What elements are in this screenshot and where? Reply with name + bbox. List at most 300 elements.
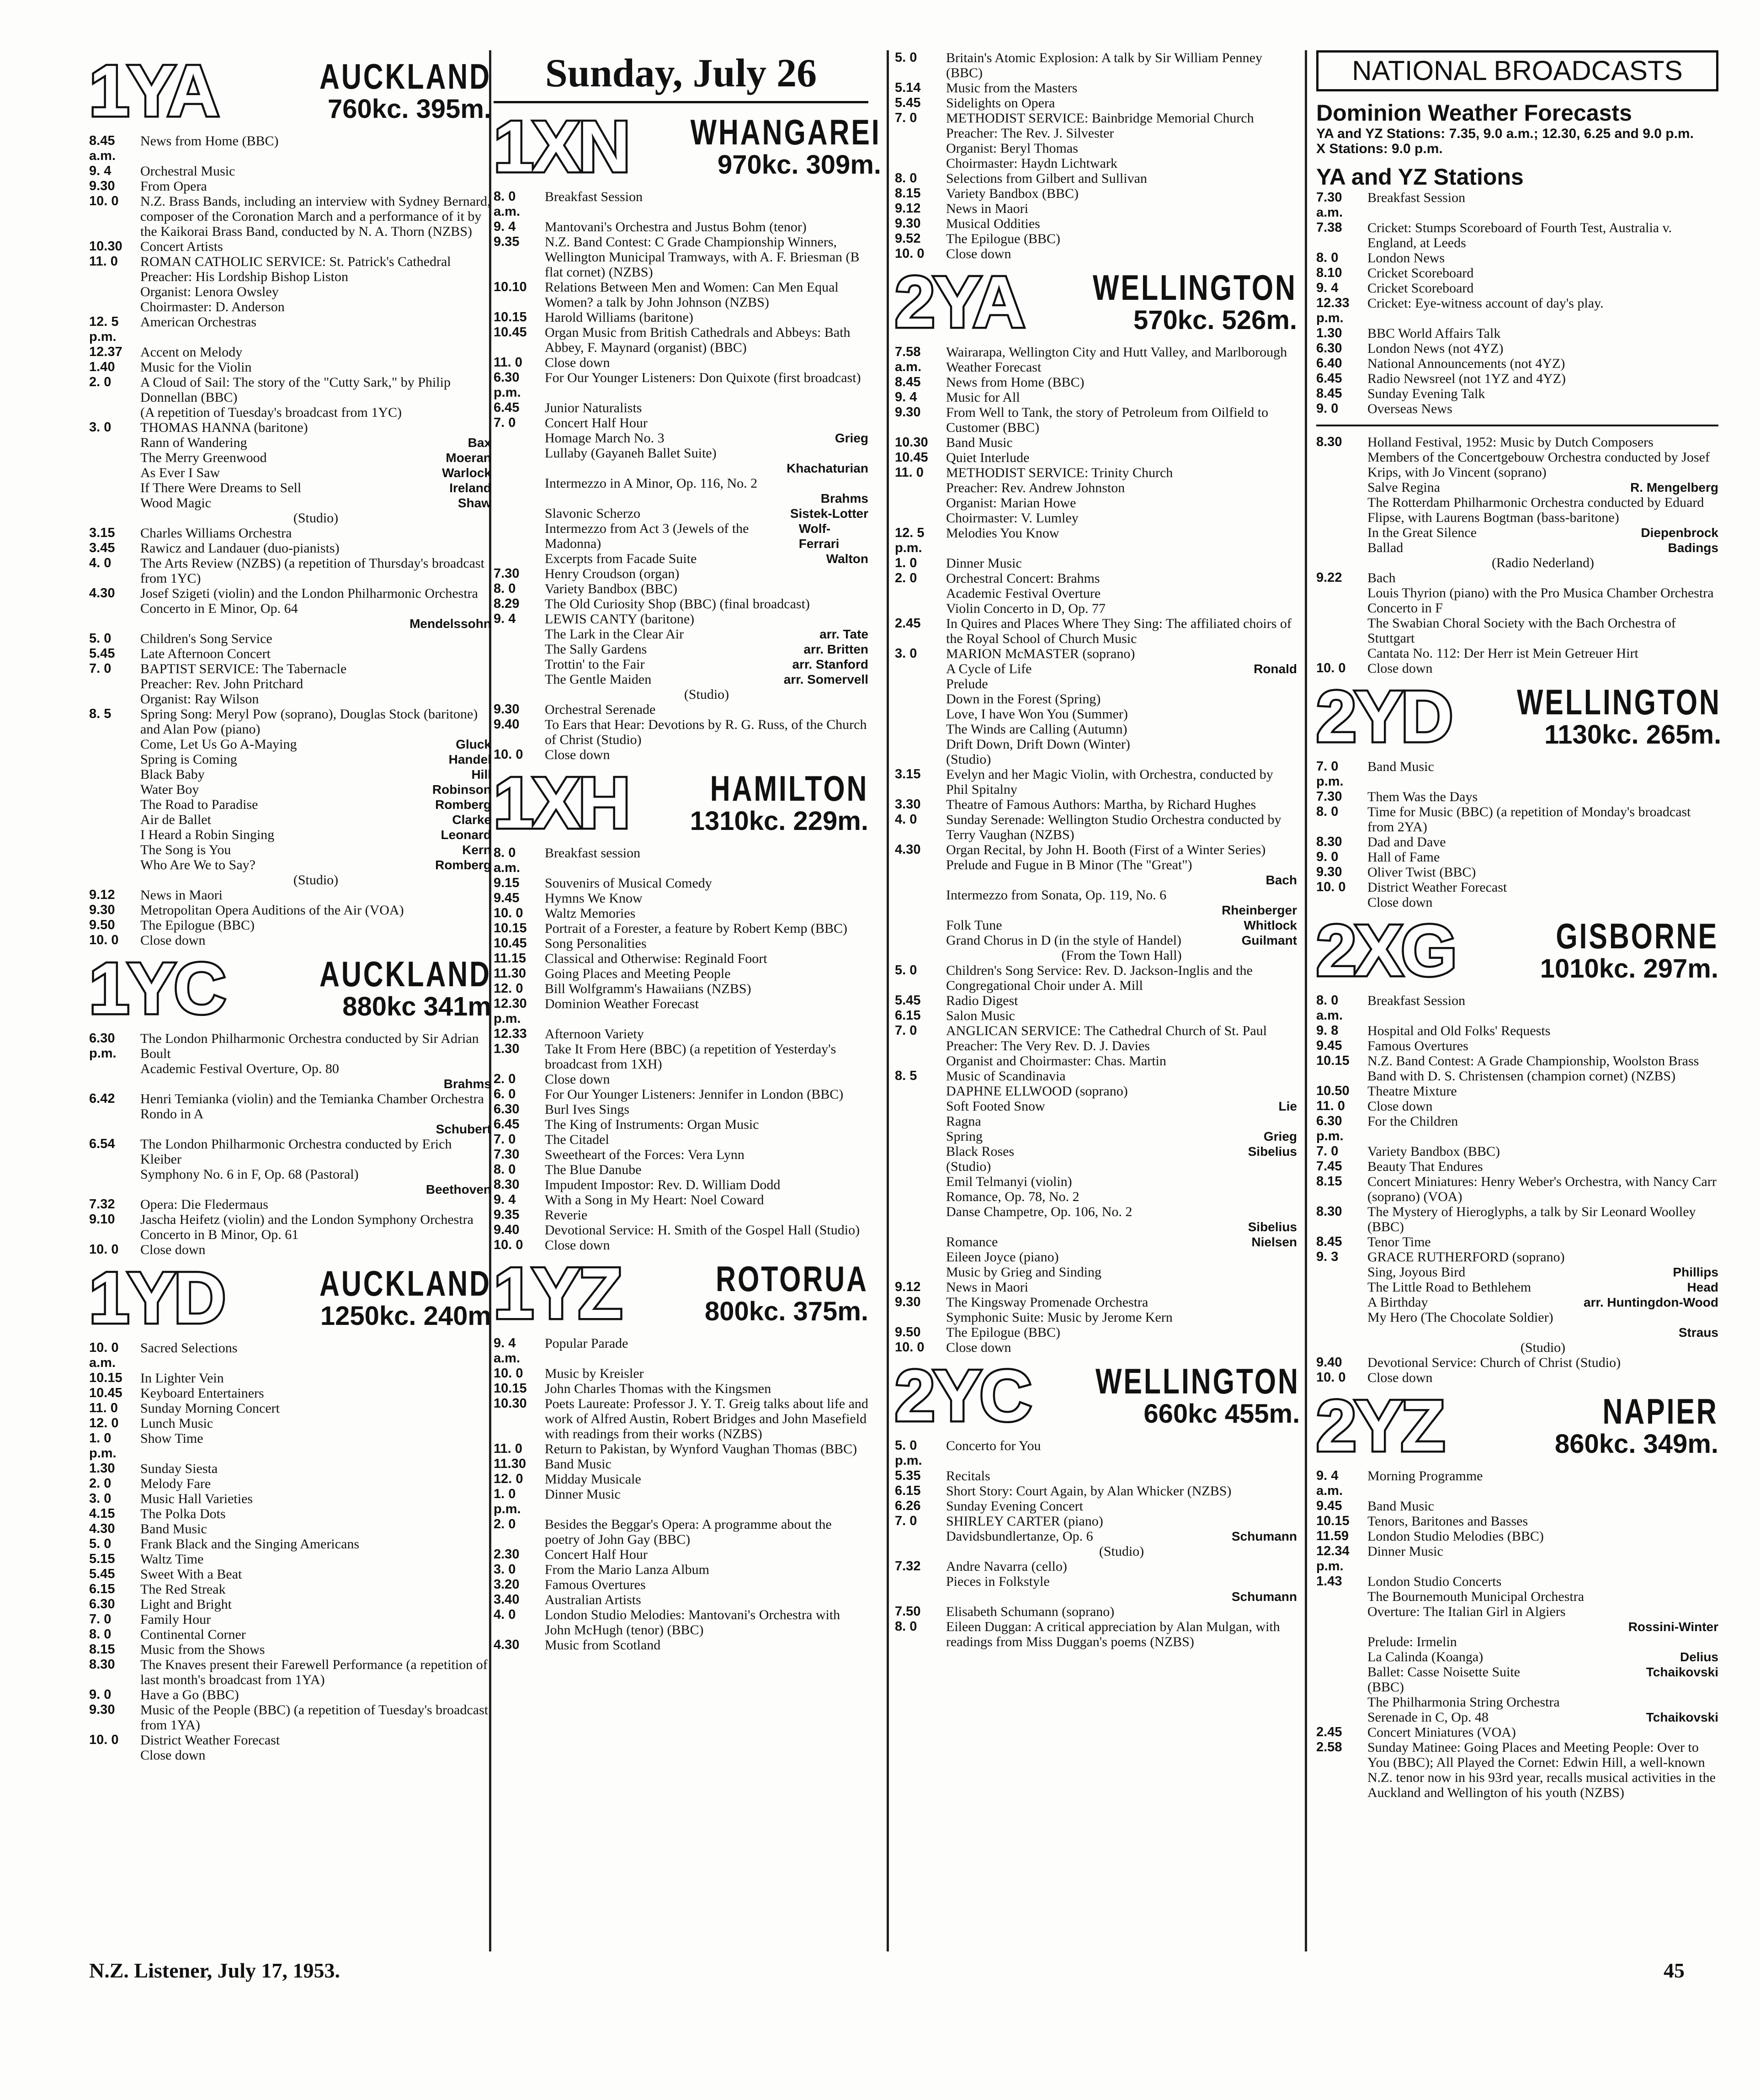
programme-title: Organ Music from British Cathedrals and Abbeys: Bath Abbey, F. Maynard (organist) (BBC)	[545, 325, 851, 355]
programme-item	[494, 476, 868, 491]
programme-title: The Epilogue (BBC)	[946, 1325, 1060, 1340]
programme-time: 3.30	[895, 797, 921, 812]
programme-entry	[1316, 1249, 1718, 1265]
item-title: The Road to Paradise	[140, 797, 258, 812]
programme-entry	[494, 702, 868, 717]
programme-time: 10.30	[895, 435, 928, 450]
programme-time: 6.30 p.m.	[1316, 1114, 1344, 1143]
programme-title: N.Z. Brass Bands, including an interview with Sydney Bernard, composer of the Coronation March and a performance of it by the Kaikorai Brass Band, conducted by N. A. Thorn (NZBS)	[140, 194, 491, 239]
programme-title: Lunch Music	[140, 1416, 213, 1431]
programme-item	[89, 812, 491, 827]
programme-title: Have a Go (BBC)	[140, 1687, 239, 1702]
programme-time: 11.15	[494, 951, 526, 966]
programme-entry	[494, 1238, 868, 1253]
programme-entry	[494, 1396, 868, 1441]
programme-title: Souvenirs of Musical Comedy	[545, 876, 712, 891]
programme-entry	[494, 581, 868, 596]
programme-time: 6.30 p.m.	[494, 370, 521, 400]
programme-entry	[494, 1441, 868, 1457]
programme-item	[89, 450, 491, 465]
programme-item	[895, 872, 1297, 888]
item-composer: Brahms	[443, 1077, 491, 1091]
programme-time: 9.35	[494, 1207, 520, 1222]
programme-item	[895, 661, 1297, 676]
column-rule	[887, 50, 889, 1951]
programme-time: 11. 0	[89, 254, 118, 269]
programme-title: Poets Laureate: Professor J. Y. T. Greig talks about life and work of Alfred Austin, Robert Bridges and John Masefield with readings from their works (NZBS)	[545, 1396, 868, 1441]
item-composer: Nielsen	[1251, 1235, 1297, 1249]
item-title: Homage March No. 3	[545, 431, 665, 446]
column-3	[895, 50, 1300, 1649]
programme-entry	[895, 616, 1297, 646]
programme-title: Close down	[1367, 1099, 1433, 1114]
programme-title: Waltz Time	[140, 1552, 204, 1567]
programme-entry	[494, 1487, 868, 1517]
programme-entry	[494, 400, 868, 415]
programme-entry	[494, 1637, 868, 1653]
programme-time: 11. 0	[494, 1441, 522, 1456]
programme-note: Eileen Joyce (piano) Music by Grieg and Sinding	[946, 1249, 1101, 1280]
programme-title: Music from the Masters	[946, 80, 1078, 96]
programme-title: Portrait of a Forester, a feature by Robert Kemp (BBC)	[545, 921, 847, 936]
programme-title: Band Music	[140, 1521, 207, 1536]
programme-time: 9.35	[494, 234, 520, 249]
item-composer: Romberg	[435, 797, 491, 812]
programme-entry	[1316, 326, 1718, 341]
item-composer: Walton	[826, 552, 868, 566]
programme-time: 12.33	[494, 1026, 527, 1041]
item-composer: Phillips	[1673, 1265, 1718, 1279]
item-title: The Song is You	[140, 842, 231, 857]
programme-time: 7.45	[1316, 1159, 1342, 1174]
programme-title: Junior Naturalists	[545, 400, 642, 415]
item-title: Spring	[946, 1129, 983, 1144]
item-composer: Ireland	[449, 481, 491, 495]
item-composer: Beethoven	[425, 1182, 491, 1196]
programme-title: The Mystery of Hieroglyphs, a talk by Sir Leonard Woolley (BBC)	[1367, 1204, 1696, 1234]
programme-time: 8.45	[1316, 386, 1342, 401]
programme-entry	[895, 1604, 1297, 1619]
programme-time: 2.45	[895, 616, 921, 631]
programme-time: 5. 0	[89, 1536, 112, 1551]
programme-entry	[895, 1438, 1297, 1468]
station-info	[1032, 269, 1297, 335]
programme-title: Concert Artists	[140, 239, 223, 254]
programme-time: 8.30	[1316, 435, 1342, 449]
programme-time: 7. 0	[89, 661, 112, 676]
programme-title: Variety Bandbox (BBC)	[545, 581, 677, 596]
programme-title: Close down	[545, 1072, 610, 1087]
programme-title: Henry Croudson (organ)	[545, 566, 680, 581]
programme-time: 2. 0	[89, 375, 112, 389]
programme-title: The Epilogue (BBC)	[140, 918, 255, 933]
programme-entry	[895, 171, 1297, 186]
programme-time: 3.20	[494, 1577, 520, 1592]
item-composer: Rheinberger	[1222, 903, 1297, 917]
programme-entry	[895, 1295, 1297, 1325]
programme-title: Cricket Scoreboard	[1367, 281, 1474, 296]
programme-time: 9.30	[895, 216, 921, 231]
programme-item	[895, 857, 1297, 872]
programme-title: American Orchestras	[140, 314, 257, 330]
programme-entry	[494, 1177, 868, 1192]
programme-time: 2. 0	[89, 1476, 112, 1491]
item-title: The Sally Gardens	[545, 642, 647, 657]
programme-time: 12.37	[89, 345, 122, 359]
programme-title: Sunday Morning Concert	[140, 1401, 280, 1416]
programme-time: 11. 0	[895, 465, 924, 480]
programme-time: 6.45	[494, 1117, 520, 1132]
programme-title: Theatre Mixture	[1367, 1084, 1457, 1099]
programme-entry	[89, 707, 491, 737]
programme-time: 6.42	[89, 1091, 115, 1106]
item-title: Ballad	[1367, 540, 1404, 555]
programme-entry	[1316, 1725, 1718, 1740]
page-number: 45	[1664, 1959, 1685, 1982]
item-composer: Bach	[1265, 873, 1297, 887]
item-title: Ballet: Casse Noisette Suite	[1367, 1664, 1521, 1680]
programme-time: 9.30	[895, 1295, 921, 1309]
programme-entry	[1316, 1038, 1718, 1053]
station-info	[637, 770, 868, 836]
programme-title: Breakfast session	[545, 845, 641, 861]
programme-time: 8.45	[895, 375, 921, 389]
item-title: Davidsbundlertanze, Op. 6	[946, 1529, 1093, 1544]
programme-time: 6.26	[895, 1499, 921, 1513]
programme-item	[1316, 1295, 1718, 1310]
programme-time: 9.50	[89, 918, 115, 932]
programme-time: 7. 0	[895, 1023, 917, 1038]
programme-title: Late Afternoon Concert	[140, 646, 271, 661]
programme-time: 12.30 p.m.	[494, 996, 527, 1026]
programme-entry	[494, 906, 868, 921]
programme-entry	[89, 1242, 491, 1257]
station-name: WHANGAREI	[690, 112, 881, 152]
programme-entry	[1316, 356, 1718, 371]
programme-time: 10. 0	[1316, 880, 1346, 894]
programme-time: 3. 0	[89, 1491, 112, 1506]
programme-time: 12. 0	[494, 1472, 523, 1486]
programme-title: Theatre of Famous Authors: Martha, by Richard Hughes	[946, 797, 1256, 812]
programme-entry	[895, 646, 1297, 661]
programme-title: METHODIST SERVICE: Bainbridge Memorial Church Preacher: The Rev. J. Silvester Organist: Beryl Thomas Choirmaster: Haydn Lichtwark	[946, 111, 1254, 171]
programme-entry	[89, 918, 491, 933]
programme-entry	[494, 1102, 868, 1117]
programme-entry	[895, 345, 1297, 375]
programme-item	[1316, 1265, 1718, 1280]
item-composer: arr. Britten	[803, 642, 868, 656]
item-composer: Grieg	[835, 431, 868, 445]
programme-time: 10.15	[494, 1381, 527, 1396]
programme-title: The Old Curiosity Shop (BBC) (final broadcast)	[545, 596, 810, 611]
item-composer: Robinson	[432, 782, 491, 797]
programme-entry	[895, 842, 1297, 857]
programme-entry	[89, 314, 491, 345]
programme-entry	[89, 631, 491, 646]
programme-entry	[494, 566, 868, 581]
programme-title: The London Philharmonic Orchestra conducted by Sir Adrian Boult Academic Festival Overture, Op. 80	[140, 1031, 479, 1076]
programme-entry	[895, 96, 1297, 111]
programme-entry	[89, 1687, 491, 1702]
programme-entry	[1316, 1084, 1718, 1099]
programme-entry	[494, 1562, 868, 1577]
programme-item	[895, 1529, 1297, 1544]
programme-title: Famous Overtures	[1367, 1038, 1468, 1053]
programme-time: 9.30	[895, 405, 921, 420]
item-composer: Khachaturian	[787, 461, 868, 475]
item-title: Prelude and Fugue in B Minor (The "Great")	[946, 857, 1192, 872]
programme-time: 5.15	[89, 1552, 115, 1566]
programme-time: 12. 0	[494, 981, 523, 996]
station-info	[629, 1260, 868, 1326]
programme-time: 7. 0	[895, 111, 917, 125]
programme-entry	[895, 405, 1297, 435]
programme-title: For Our Younger Listeners: Don Quixote (first broadcast)	[545, 370, 861, 385]
programme-time: 11. 0	[1316, 1099, 1345, 1113]
item-composer: Straus	[1678, 1325, 1718, 1340]
item-title: A Cycle of Life	[946, 661, 1032, 676]
programme-title: Close down	[1367, 1370, 1433, 1385]
station-frequency: 570kc. 526m.	[1133, 305, 1297, 335]
programme-title: Dinner Music	[946, 556, 1022, 571]
programme-time: 7.30	[494, 566, 520, 581]
programme-entry	[1316, 865, 1718, 880]
programme-time: 8. 0	[1316, 250, 1339, 265]
programme-time: 10. 0	[895, 1340, 925, 1355]
programme-time: 9. 3	[1316, 1249, 1339, 1264]
programme-title: Tenors, Baritones and Basses	[1367, 1514, 1528, 1529]
programme-note: (Studio)	[293, 872, 339, 888]
item-composer: Kern	[462, 843, 491, 857]
programme-time: 10.30	[494, 1396, 527, 1411]
programme-title: The King of Instruments: Organ Music	[545, 1117, 759, 1132]
programme-title: Sidelights on Opera	[946, 96, 1055, 111]
programme-item	[494, 551, 868, 566]
programme-title: Australian Artists	[545, 1592, 641, 1607]
programme-title: METHODIST SERVICE: Trinity Church Preacher: Rev. Andrew Johnston Organist: Marian Howe Choirmaster: V. Lumley	[946, 465, 1173, 526]
programme-title: N.Z. Band Contest: C Grade Championship Winners, Wellington Municipal Tramways, with A. F. Briesman (B flat cornet) (NZBS)	[545, 234, 860, 280]
programme-title: Orchestral Music	[140, 164, 235, 179]
programme-title: District Weather Forecast Close down	[140, 1733, 280, 1763]
item-composer: Schumann	[1231, 1529, 1297, 1543]
composer-credit	[89, 1076, 491, 1091]
programme-title: Cricket Scoreboard	[1367, 266, 1474, 281]
programme-entry	[895, 1514, 1297, 1529]
programme-entry	[89, 1491, 491, 1506]
programme-title: For Our Younger Listeners: Jennifer in London (BBC)	[545, 1087, 844, 1102]
programme-title: Close down	[1367, 661, 1433, 676]
composer-credit	[895, 1589, 1297, 1604]
programme-item	[1316, 1325, 1718, 1340]
programme-item	[89, 435, 491, 450]
programme-title: The Arts Review (NZBS) (a repetition of Thursday's broadcast from 1YC)	[140, 556, 485, 586]
programme-title: The Citadel	[545, 1132, 609, 1147]
programme-item	[895, 918, 1297, 933]
programme-time: 9.45	[494, 891, 520, 905]
programme-entry	[895, 797, 1297, 812]
programme-entry	[895, 767, 1297, 797]
station-header	[494, 106, 881, 187]
item-title: In the Great Silence	[1367, 525, 1477, 540]
programme-entry	[1316, 1499, 1718, 1514]
programme-title: ROMAN CATHOLIC SERVICE: St. Patrick's Cathedral Preacher: His Lordship Bishop Liston Organist: Lenora Owsley Choirmaster: D. Anderson	[140, 254, 451, 314]
programme-entry	[1316, 435, 1718, 480]
item-title: As Ever I Saw	[140, 465, 220, 480]
programme-title: Music of the People (BBC) (a repetition of Tuesday's broadcast from 1YA)	[140, 1702, 489, 1733]
item-composer: Tchaikovski	[1646, 1710, 1718, 1724]
national-broadcasts-heading: NATIONAL BROADCASTS	[1316, 50, 1718, 91]
item-composer: Hill	[471, 767, 491, 782]
programme-time: 11.59	[1316, 1529, 1349, 1543]
programme-title: Sacred Selections	[140, 1340, 238, 1356]
programme-title: Hymns We Know	[545, 891, 643, 906]
programme-title: News from Home (BBC)	[140, 133, 279, 149]
programme-time: 8. 0	[1316, 804, 1339, 819]
programme-entry	[895, 1340, 1297, 1355]
item-composer: Clarke	[452, 813, 491, 827]
programme-title: Spring Song: Meryl Pow (soprano), Douglas Stock (baritone) and Alan Pow (piano)	[140, 707, 478, 737]
station-frequency: 1010kc. 297m.	[1540, 954, 1718, 984]
programme-note: The Rotterdam Philharmonic Orchestra conducted by Eduard Flipse, with Laurens Bogtman (bass-baritone)	[1367, 495, 1704, 525]
station-name: GISBORNE	[1556, 916, 1718, 956]
programme-time: 8. 0	[494, 581, 516, 596]
item-title: Folk Tune	[946, 918, 1002, 933]
programme-item	[1316, 1649, 1718, 1664]
programme-title: Sweetheart of the Forces: Vera Lynn	[545, 1147, 744, 1162]
programme-title: Quiet Interlude	[946, 450, 1030, 465]
programme-entry	[89, 1702, 491, 1733]
programme-entry	[89, 1031, 491, 1076]
programme-time: 9.52	[895, 231, 921, 246]
programme-entry	[89, 194, 491, 239]
programme-time: 7. 0	[89, 1612, 112, 1627]
programme-time: 9.30	[89, 179, 115, 193]
programme-item	[89, 495, 491, 510]
programme-entry	[89, 1386, 491, 1401]
programme-entry	[494, 325, 868, 355]
programme-time: 10.15	[89, 1371, 122, 1385]
programme-entry	[895, 1325, 1297, 1340]
programme-title: News from Home (BBC)	[946, 375, 1085, 390]
programme-time: 9.40	[494, 1223, 520, 1237]
programme-item	[1316, 1634, 1718, 1649]
programme-title: London Studio Melodies (BBC)	[1367, 1529, 1544, 1544]
programme-item	[895, 1114, 1297, 1129]
item-composer: Diepenbrock	[1641, 526, 1718, 540]
programme-title: Henri Temianka (violin) and the Temianka Chamber Orchestra Rondo in A	[140, 1091, 484, 1122]
programme-title: Concert Half Hour	[545, 415, 648, 431]
page-date-heading: Sunday, July 26	[494, 50, 868, 103]
programme-entry	[494, 1192, 868, 1207]
item-composer: Lie	[1278, 1099, 1297, 1113]
station-name: WELLINGTON	[1093, 267, 1297, 308]
programme-entry	[1316, 386, 1718, 401]
item-composer: Mendelssohn	[409, 617, 491, 631]
programme-title: Close down	[545, 747, 610, 762]
programme-time: 8.30	[89, 1657, 115, 1672]
programme-item	[89, 737, 491, 752]
station-name: AUCKLAND	[319, 56, 491, 96]
programme-entry	[494, 876, 868, 891]
programme-title: Organ Recital, by John H. Booth (First of a Winter Series)	[946, 842, 1266, 857]
station-frequency: 860kc. 349m.	[1555, 1429, 1718, 1459]
programme-title: Orchestral Concert: Brahms Academic Festival Overture Violin Concerto in D, Op. 77	[946, 571, 1106, 616]
programme-item	[494, 461, 868, 476]
programme-title: Selections from Gilbert and Sullivan	[946, 171, 1147, 186]
programme-item	[494, 506, 868, 521]
item-composer: Whitlock	[1244, 918, 1297, 932]
programme-item	[89, 782, 491, 797]
programme-time: 10. 0 a.m.	[89, 1340, 119, 1370]
programme-title: Britain's Atomic Explosion: A talk by Sir William Penney (BBC)	[946, 50, 1262, 80]
composer-credit	[89, 616, 491, 631]
programme-title: The Polka Dots	[140, 1506, 226, 1521]
programme-time: 8.30	[494, 1177, 520, 1192]
programme-item	[494, 446, 868, 461]
programme-title: Band Music	[946, 435, 1013, 450]
programme-title: London Studio Melodies: Mantovani's Orchestra with John McHugh (tenor) (BBC)	[545, 1607, 840, 1637]
programme-time: 2.45	[1316, 1725, 1342, 1739]
item-title: Rann of Wandering	[140, 435, 247, 450]
programme-entry	[494, 966, 868, 981]
programme-title: Mantovani's Orchestra and Justus Bohm (tenor)	[545, 219, 807, 234]
station-header	[895, 1356, 1300, 1436]
programme-time: 2. 0	[494, 1072, 516, 1086]
programme-entry	[1316, 880, 1718, 910]
programme-entry	[1316, 190, 1718, 220]
programme-title: Family Hour	[140, 1612, 211, 1627]
programme-entry	[1316, 1468, 1718, 1499]
programme-entry	[1316, 850, 1718, 865]
programme-title: Close down	[946, 1340, 1011, 1355]
programme-item	[89, 480, 491, 495]
programme-time: 8. 0	[895, 171, 917, 186]
item-title: Ragna	[946, 1114, 981, 1129]
programme-entry	[494, 370, 868, 400]
programme-entry	[1316, 1023, 1718, 1038]
programme-time: 4. 0	[89, 556, 112, 570]
programme-entry	[1316, 1144, 1718, 1159]
programme-title: From the Mario Lanza Album	[545, 1562, 709, 1577]
programme-title: The Red Streak	[140, 1582, 226, 1597]
programme-title: The Knaves present their Farewell Performance (a repetition of last month's broadcast from 1YA)	[140, 1657, 488, 1687]
programme-entry	[895, 571, 1297, 616]
programme-entry	[494, 189, 868, 219]
programme-title: Bill Wolfgramm's Hawaiians (NZBS)	[545, 981, 751, 996]
programme-title: BAPTIST SERVICE: The Tabernacle Preacher: Rev. John Pritchard Organist: Ray Wilson	[140, 661, 347, 707]
programme-time: 1.40	[89, 360, 115, 374]
programme-entry	[895, 1483, 1297, 1499]
programme-title: London News (not 4YZ)	[1367, 341, 1504, 356]
item-composer: Warlock	[442, 466, 491, 480]
programme-item	[494, 657, 868, 672]
programme-title: Burl Ives Sings	[545, 1102, 630, 1117]
programme-entry	[494, 355, 868, 370]
programme-time: 6.15	[895, 1008, 921, 1023]
programme-entry	[89, 164, 491, 179]
programme-title: Bach Louis Thyrion (piano) with the Pro Musica Chamber Orchestra Concerto in F The Swabian Choral Society with the Bach Orchestra of Stuttgart Cantata No. 112: Der Herr ist Mein Getreuer Hirt	[1367, 570, 1714, 661]
item-title: Intermezzo from Act 3 (Jewels of the Madonna)	[545, 521, 749, 551]
column-rule	[1305, 50, 1307, 1951]
programme-time: 10. 0	[494, 747, 523, 762]
programme-entry	[1316, 401, 1718, 416]
item-title: Trottin' to the Fair	[545, 657, 645, 672]
programme-time: 4. 0	[895, 812, 917, 827]
programme-title: Midday Musicale	[545, 1472, 641, 1487]
item-composer: Gluck	[456, 737, 491, 751]
station-info	[637, 114, 881, 180]
programme-entry	[89, 1521, 491, 1536]
